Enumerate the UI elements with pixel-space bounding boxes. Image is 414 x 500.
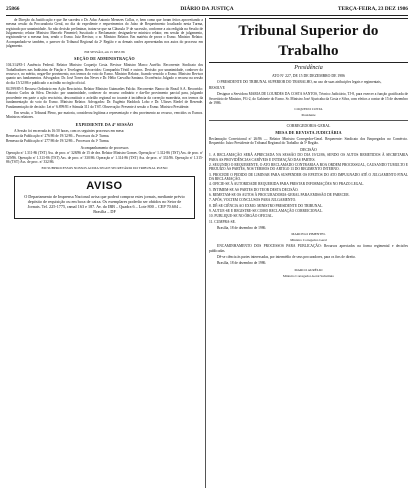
reclamacao-summary: Reclamação Correicional nº 26/86 — Relator Ministro Corregedor-Geral. Requerente: Sindicato dos Empregados no Comércio. Requerido: Juízo Presidente do Tribunal Regional do Trabalho da 5ª Região.	[209, 136, 408, 146]
left-paragraph-6: A Sessão foi encerrada às 16:50 horas, com os seguintes processos em mesa:	[14, 128, 125, 133]
decision-item: 7. APÓS, VOLTEM CONCLUSOS PARA JULGAMENTO.	[209, 198, 297, 203]
left-signature-secretary: EM SUBPROCESSOS NOSSOS ACIMA SEGUE SECRETÁRIO DO TRIBUNAL PLENO	[41, 166, 168, 171]
decision-item: 2. SEGUNDO O REQUERENTE, O ATO RECLAMADO CONTRARIA A BOA ORDEM PROCESSUAL, CAUSANDO TUMULTO E PREJUÍZO ÀS PARTES, NOS TERMOS DO ARTIGO 13 DO REGIMENTO INTERNO.	[209, 162, 408, 172]
left-signature-date: EM SESSÃO, em 15 DEZ 86	[84, 50, 125, 55]
decision-item: 8. DÊ-SE CIÊNCIA AO EXMO. MINISTRO PRESIDENTE DO TRIBUNAL.	[209, 203, 324, 208]
decision-item: 9. AUTUE-SE E REGISTRE-SE COMO RECLAMAÇÃO CORREICIONAL.	[209, 208, 323, 213]
left-heading-administracao: SEÇÃO DE ADMINISTRAÇÃO	[74, 56, 135, 62]
mesa-heading: MESA DE REVISTA JUDICIÁRIA	[275, 129, 342, 135]
right-column	[209, 18, 408, 496]
act-signature: COQUEIJO COSTA	[294, 107, 323, 112]
corregedoria-heading: CORREGEDORIA-GERAL	[286, 124, 331, 129]
aviso-title: AVISO	[86, 180, 123, 193]
decision-item: 1. A RECLAMAÇÃO SERÁ APRECIADA NA SESSÃO DO DIA 19/12/86, SENDO OS AUTOS REMETIDOS À SECRETARIA PARA AS PROVIDÊNCIAS CABÍVEIS E INTIMAÇÃO DAS PARTES.	[209, 153, 408, 162]
decision-signature: MARCELO PIMENTEL	[291, 232, 326, 237]
aviso-box	[14, 176, 195, 219]
left-paragraph-9: Operação nº 1.311-86 (TST) Ass. de proc. nº 328/86 de 15 de dez. Relator Ministro Gomes. Operação nº 1.312-86 (TST) Ass. de proc. nº 329/86. Operação nº 1.313-86 (TST) Ass. de proc. nº 330/86. Operação nº 1.314-86 (TST) Ass. de proc. nº 331/86. Operação nº 1.315-86 (TST) Ass. de proc. nº 332/86.	[6, 151, 203, 164]
act-preamble: O PRESIDENTE DO TRIBUNAL SUPERIOR DO TRABALHO, no uso de suas atribuições legais e regimentais,	[217, 79, 382, 84]
publication-name: DIÁRIO DA JUSTIÇA	[180, 6, 234, 12]
right-paragraph-8: Brasília, 18 de dezembro de 1986.	[217, 261, 267, 266]
act-resolve: RESOLVE	[209, 85, 225, 90]
running-header	[6, 4, 408, 14]
right-paragraph-6: ENCAMINHAMENTO DOS PROCESSOS PARA PUBLICAÇÃO: Recursos apreciados na forma regimental e decisões publicadas.	[209, 244, 408, 253]
decision-item: 4. OFICIE-SE À AUTORIDADE REQUERIDA PARA PRESTAR INFORMAÇÕES NO PRAZO LEGAL.	[209, 182, 365, 187]
final-signature-title: Ministro Corregedor-Geral Substituto	[282, 273, 335, 278]
decision-item: 10. PUBLIQUE-SE NO ÓRGÃO OFICIAL.	[209, 214, 274, 219]
decision-item: 5. INTIMEM-SE AS PARTES DO TEOR DESTA DECISÃO.	[209, 187, 299, 192]
issue-date: TERÇA-FEIRA, 23 DEZ 1986	[337, 6, 408, 12]
section-presidencia: Presidência	[294, 65, 323, 71]
decision-heading: DECISÃO	[300, 147, 317, 152]
page-number: 25866	[6, 6, 20, 12]
decision-item: 6. REMETAM-SE OS AUTOS À PROCURADORIA-GERAL PARA EMISSÃO DE PARECER.	[209, 192, 350, 197]
column-divider	[205, 18, 206, 488]
act-heading: ATO Nº 227, DE 15 DE DEZEMBRO DE 1986	[272, 74, 345, 78]
section-rule	[209, 120, 408, 121]
left-paragraph-3: 104.314/83-1 Ausência Federal. Relator Ministro Coqueijo Costa. Revisor Ministro Marco Aurélio. Recorrente: Sindicato dos Trabalhadores nas Indústrias de Fiação e Tecelagem. Recorridos: Companhia Têxtil e outros. Decisão: por unanimidade, conhecer do recurso e, no mérito, negar-lhe provimento, nos termos do voto do Exmo. Ministro Relator, ficando vencido o Exmo. Ministro Revisor quanto aos fundamentos. Advogados: Dr. José Torres das Neves e Dr. Hélio Carvalho Santana. Ocorrência: Julgado o recurso na sessão do dia 15/12/86 e publicado o acórdão no órgão oficial.	[6, 63, 203, 85]
decision-signature-title: Ministro Corregedor-Geral	[290, 238, 327, 243]
left-paragraph-1: de Direção da Justificação e que lhe sucedeu o Dr. Aduc Antonio Menezes Collas, e, bem como que foram feitos aproveitando a mesma cessão da Procuradoria Geral, no dia do expediente e requerimentos do Juízo de Requerimento localizado nesta Turma, registrado por unanimidade. Ao não decisão preliminar, tratou-se que na Cláusula 3ª de sucessão, conforme a ata redigida na Sessão de Julgamento; relator Ministro Marcelo Pimentel; Suscitado o Reclamante; designado-se ministro relator, em sessão de julgamento, registrando-se a mesma fora, sendo o Exmo. Juiz Revisor, o sr. Ministro Relator. Em matéria de prova o Exmo. Ministro Relator. Acompanhado-se também, o parecer do Tribunal Regional da 2ª Região e as demais razões apresentadas nos autos do processo em julgamento.	[6, 18, 203, 49]
right-paragraph-7: Dê-se ciência às partes interessadas, por intermédio de seus procuradores, para os fins de direito.	[217, 255, 357, 260]
decision-item: 3. PROCEDE O PEDIDO DE LIMINAR PARA SUSPENDER OS EFEITOS DO ATO IMPUGNADO ATÉ O JULGAMENTO FINAL DA RECLAMAÇÃO.	[209, 172, 408, 181]
left-heading-expediente: EXPEDIENTE DA 4ª SESSÃO	[75, 121, 134, 127]
decision-date: Brasília, 18 de dezembro de 1986.	[217, 226, 267, 230]
final-signature: MARCO AURÉLIO	[294, 267, 323, 272]
left-paragraph-7: Remessa da Publicação nº 276/86 de 19/12/86 – Processos da 2ª Turma.	[6, 133, 110, 138]
decision-item: 11. CUMPRA-SE.	[209, 219, 236, 224]
act-body: Designar a Servidora MARIA DE LOURDES DA COSTA SANTOS, Técnico Judiciário, TJ-8, para exercer a função gratificada de Secretário de Ministro, FG-2, do Gabinete do Exmo. Sr. Ministro José Ajuricaba da Costa e Silva, com efeitos a contar de 15 de dezembro de 1986.	[209, 92, 408, 105]
masthead-rule-bottom	[209, 62, 408, 63]
header-rule	[6, 15, 408, 16]
left-paragraph-5: Em sessão, o Tribunal Pleno, por maioria, considerou legítima a representação e deu provimento ao recurso, vencidos os Exmos. Ministros relatores.	[6, 110, 203, 120]
act-signature-title: Presidente	[301, 113, 316, 118]
masthead-rule-top	[209, 18, 408, 19]
left-column	[6, 18, 203, 496]
left-paragraph-8: Remessa da Publicação nº 277/86 de 19/12/86 – Processos da 1ª Turma.	[6, 139, 110, 144]
aviso-text: O Departamento de Imprensa Nacional avisa que poderá comprar estes jornais, mediante prévio depósito de requisição ou em boca de caixa. Os exemplares poderão ser obtidos no Setor de Jornais. Tel. 225-1775, ramal 163 e 187. Av. do IBB – Quadra 6 – Lote 800 – CEP 70.604 – Brasília – DF	[24, 194, 185, 215]
left-paragraph-4: 84.599/85-5 Recurso Ordinário em Ação Rescisória. Relator Ministro Guimarães Falcão. Recorrente: Banco do Brasil S.A. Recorrido: Antonio Carlos da Silva. Decisão: por unanimidade, conhecer do recurso ordinário e dar-lhe provimento parcial para, julgando procedente em parte a ação rescisória, desconstituir o acórdão regional no tocante à incidência da correção monetária, nos termos da fundamentação do voto do Exmo. Ministro Relator. Advogados: Dr. Eugênio Haddock Lobo e Dr. Ulisses Riedel de Resende. Fundamentação de decisão: Lei nº 6.899/81 e Súmula 311 do TST. Observação: Presente à sessão o Exmo. Ministro Presidente.	[6, 87, 203, 109]
left-heading-acompanhamento: Acompanhamento de processos	[80, 145, 129, 150]
tribunal-title: Tribunal Superior do Trabalho	[238, 23, 379, 59]
